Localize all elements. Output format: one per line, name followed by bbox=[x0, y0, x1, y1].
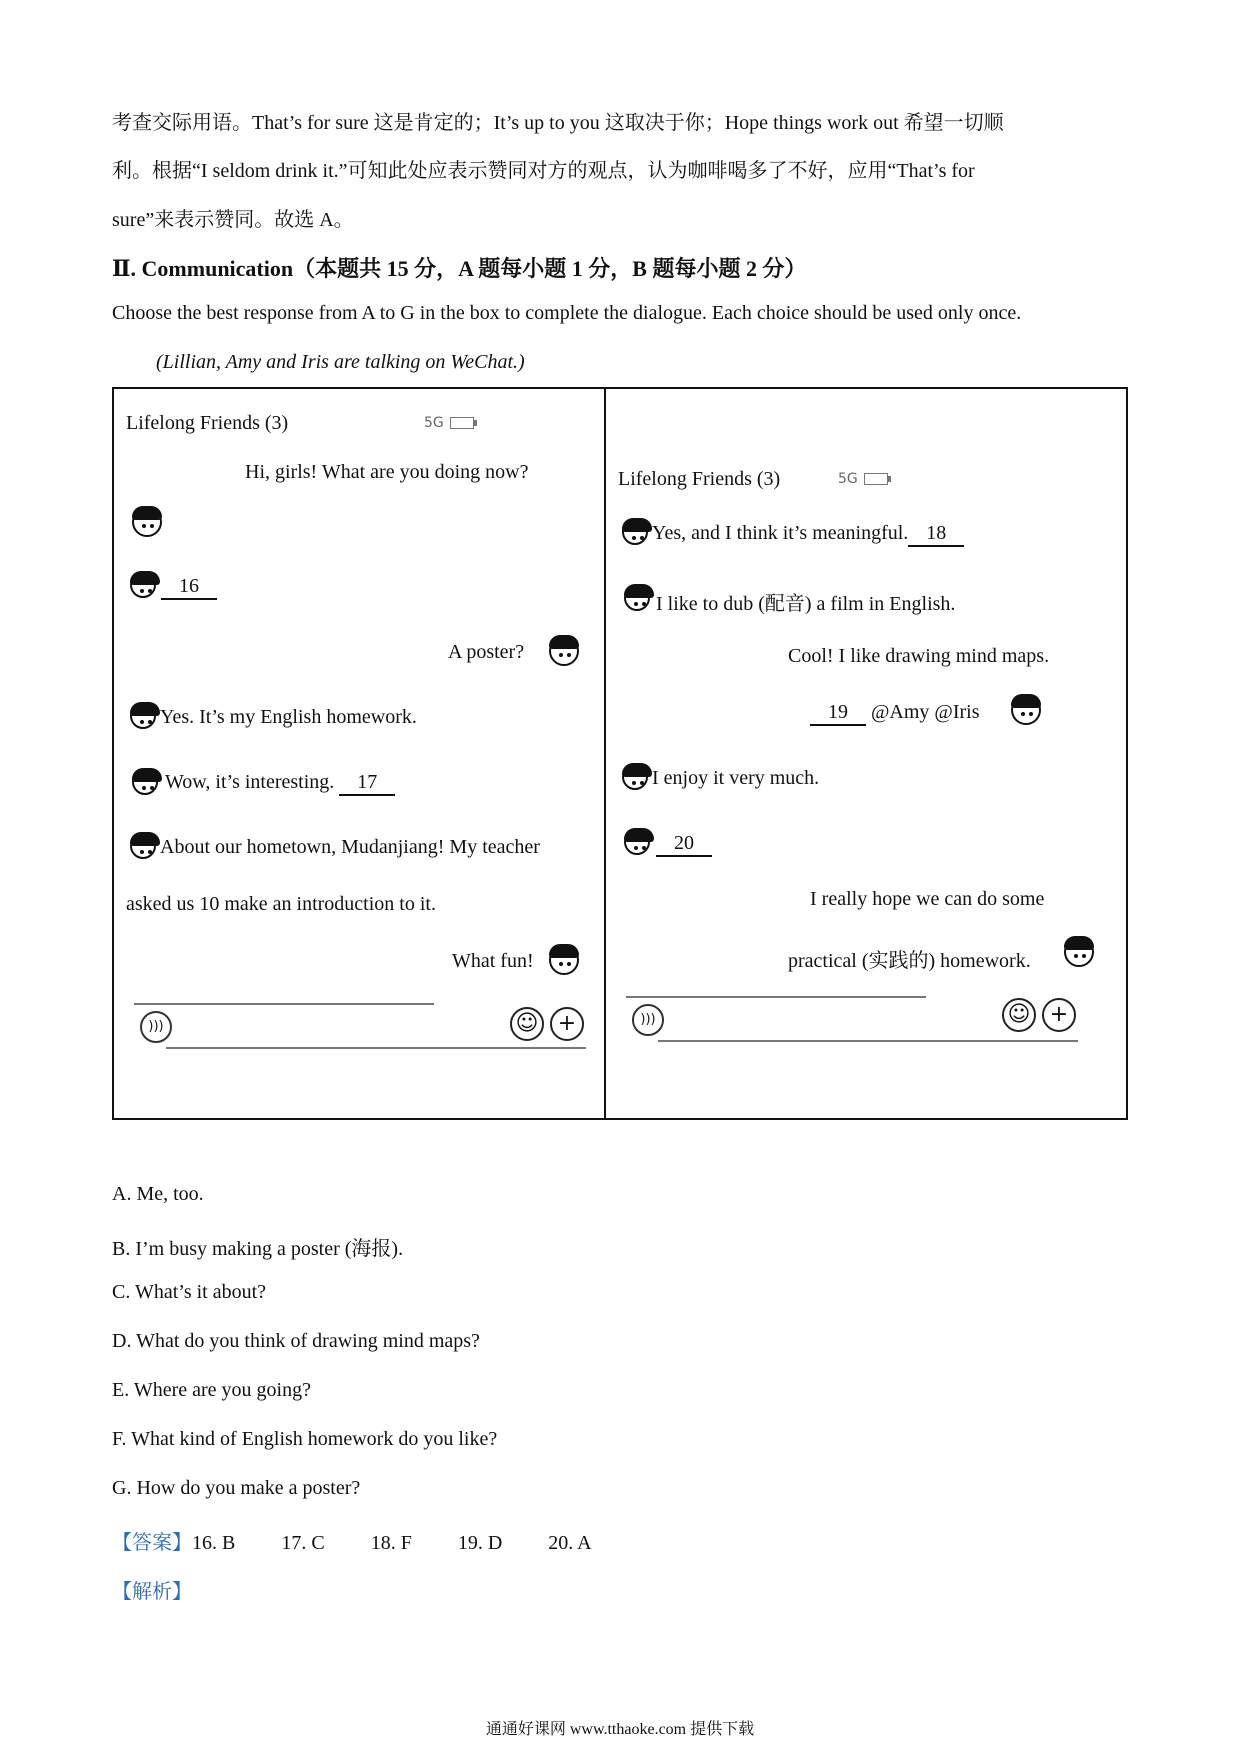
blank-19-number: 19 bbox=[810, 701, 866, 726]
message-lillian-greeting: Hi, girls! What are you doing now? bbox=[245, 461, 529, 483]
chat-title: Lifelong Friends (3) bbox=[618, 468, 781, 490]
plus-icon[interactable]: + bbox=[550, 1007, 584, 1041]
message-interesting-text: Wow, it’s interesting. bbox=[165, 771, 335, 793]
message-meaningful-text: Yes, and I think it’s meaningful. bbox=[652, 522, 909, 544]
message-hope-2: practical (实践的) homework. bbox=[788, 950, 1031, 972]
network-label: 5G bbox=[838, 471, 858, 487]
avatar-icon bbox=[132, 769, 158, 795]
input-bottom-line bbox=[166, 1047, 586, 1049]
blank-18-number: 18 bbox=[908, 522, 964, 547]
message-mind-maps: Cool! I like drawing mind maps. bbox=[788, 645, 1050, 667]
avatar-icon bbox=[624, 585, 650, 611]
message-mention bbox=[810, 701, 980, 726]
chat-title: Lifelong Friends (3) bbox=[126, 412, 289, 434]
answer-item: 17. C bbox=[281, 1532, 325, 1554]
avatar-icon bbox=[130, 833, 156, 859]
message-interesting bbox=[165, 771, 395, 796]
answer-item: 20. A bbox=[548, 1532, 592, 1554]
input-top-line bbox=[626, 996, 926, 998]
blank-16 bbox=[161, 575, 217, 600]
avatar-icon bbox=[622, 519, 648, 545]
avatar-icon bbox=[132, 507, 162, 537]
message-homework: Yes. It’s my English homework. bbox=[160, 706, 417, 728]
explanation-line-1: 考查交际用语。That’s for sure 这是肯定的；It’s up to you 这取决于你；Hope things work out 希望一切顺 bbox=[112, 112, 1004, 134]
message-what-fun: What fun! bbox=[452, 950, 534, 972]
network-status bbox=[424, 415, 474, 431]
voice-icon[interactable]: ))) bbox=[140, 1011, 172, 1043]
blank-20-number: 20 bbox=[656, 832, 712, 857]
message-enjoy: I enjoy it very much. bbox=[652, 767, 820, 789]
blank-16-number: 16 bbox=[161, 575, 217, 600]
option-c: C. What’s it about? bbox=[112, 1281, 267, 1303]
smiley-icon[interactable]: ☺ bbox=[1002, 998, 1036, 1032]
option-f: F. What kind of English homework do you like? bbox=[112, 1428, 498, 1450]
input-bottom-line bbox=[658, 1040, 1078, 1042]
explanation-line-3: sure”来表示赞同。故选 A。 bbox=[112, 209, 354, 231]
answer-item: 16. B bbox=[192, 1532, 236, 1554]
battery-icon bbox=[864, 473, 888, 485]
answer-item: 18. F bbox=[370, 1532, 412, 1554]
voice-icon[interactable]: ))) bbox=[632, 1004, 664, 1036]
explanation-line-2: 利。根据“I seldom drink it.”可知此处应表示赞同对方的观点，认为咖啡喝多了不好，应用“That’s for bbox=[112, 160, 975, 182]
avatar-icon bbox=[624, 829, 650, 855]
message-meaningful bbox=[652, 522, 964, 547]
answer-label: 【答案】 bbox=[112, 1532, 192, 1554]
section-instruction: Choose the best response from A to G in the box to complete the dialogue. Each choice should be used only once. bbox=[112, 302, 1022, 324]
option-g: G. How do you make a poster? bbox=[112, 1477, 361, 1499]
network-status bbox=[838, 471, 888, 487]
smiley-icon[interactable]: ☺ bbox=[510, 1007, 544, 1041]
chat-panel-right bbox=[606, 389, 1128, 1118]
option-a: A. Me, too. bbox=[112, 1183, 204, 1205]
answer-row bbox=[112, 1526, 592, 1555]
message-hope-1: I really hope we can do some bbox=[810, 888, 1045, 910]
blank-17-number: 17 bbox=[339, 771, 395, 796]
battery-icon bbox=[450, 417, 474, 429]
avatar-icon bbox=[130, 572, 156, 598]
avatar-icon bbox=[1011, 695, 1041, 725]
chat-input-bar[interactable] bbox=[618, 994, 1088, 1044]
message-hometown-1: About our hometown, Mudanjiang! My teacher bbox=[160, 836, 540, 858]
message-hometown-2: asked us 10 make an introduction to it. bbox=[126, 893, 436, 915]
message-poster-question: A poster? bbox=[448, 641, 525, 663]
chat-panel-left bbox=[114, 389, 604, 1118]
option-b: B. I’m busy making a poster (海报). bbox=[112, 1238, 404, 1260]
avatar-icon bbox=[130, 703, 156, 729]
section-heading: Ⅱ. Communication（本题共 15 分，A 题每小题 1 分，B 题每小题 2 分） bbox=[112, 256, 807, 281]
avatar-icon bbox=[549, 636, 579, 666]
message-dub-film: I like to dub (配音) a film in English. bbox=[656, 593, 956, 615]
option-e: E. Where are you going? bbox=[112, 1379, 311, 1401]
blank-20 bbox=[656, 832, 712, 857]
option-d: D. What do you think of drawing mind maps? bbox=[112, 1330, 480, 1352]
input-top-line bbox=[134, 1003, 434, 1005]
avatar-icon bbox=[549, 945, 579, 975]
dialogue-context: (Lillian, Amy and Iris are talking on WeChat.) bbox=[156, 351, 525, 373]
answer-item: 19. D bbox=[457, 1532, 503, 1554]
message-mention-text: @Amy @Iris bbox=[871, 701, 980, 723]
chat-screens-box bbox=[112, 387, 1128, 1120]
analysis-label: 【解析】 bbox=[112, 1581, 192, 1603]
chat-input-bar[interactable] bbox=[126, 1001, 596, 1051]
avatar-icon bbox=[1064, 937, 1094, 967]
page-footer: 通通好课网 www.tthaoke.com 提供下载 bbox=[485, 1721, 755, 1738]
network-label: 5G bbox=[424, 415, 444, 431]
avatar-icon bbox=[622, 764, 648, 790]
plus-icon[interactable]: + bbox=[1042, 998, 1076, 1032]
